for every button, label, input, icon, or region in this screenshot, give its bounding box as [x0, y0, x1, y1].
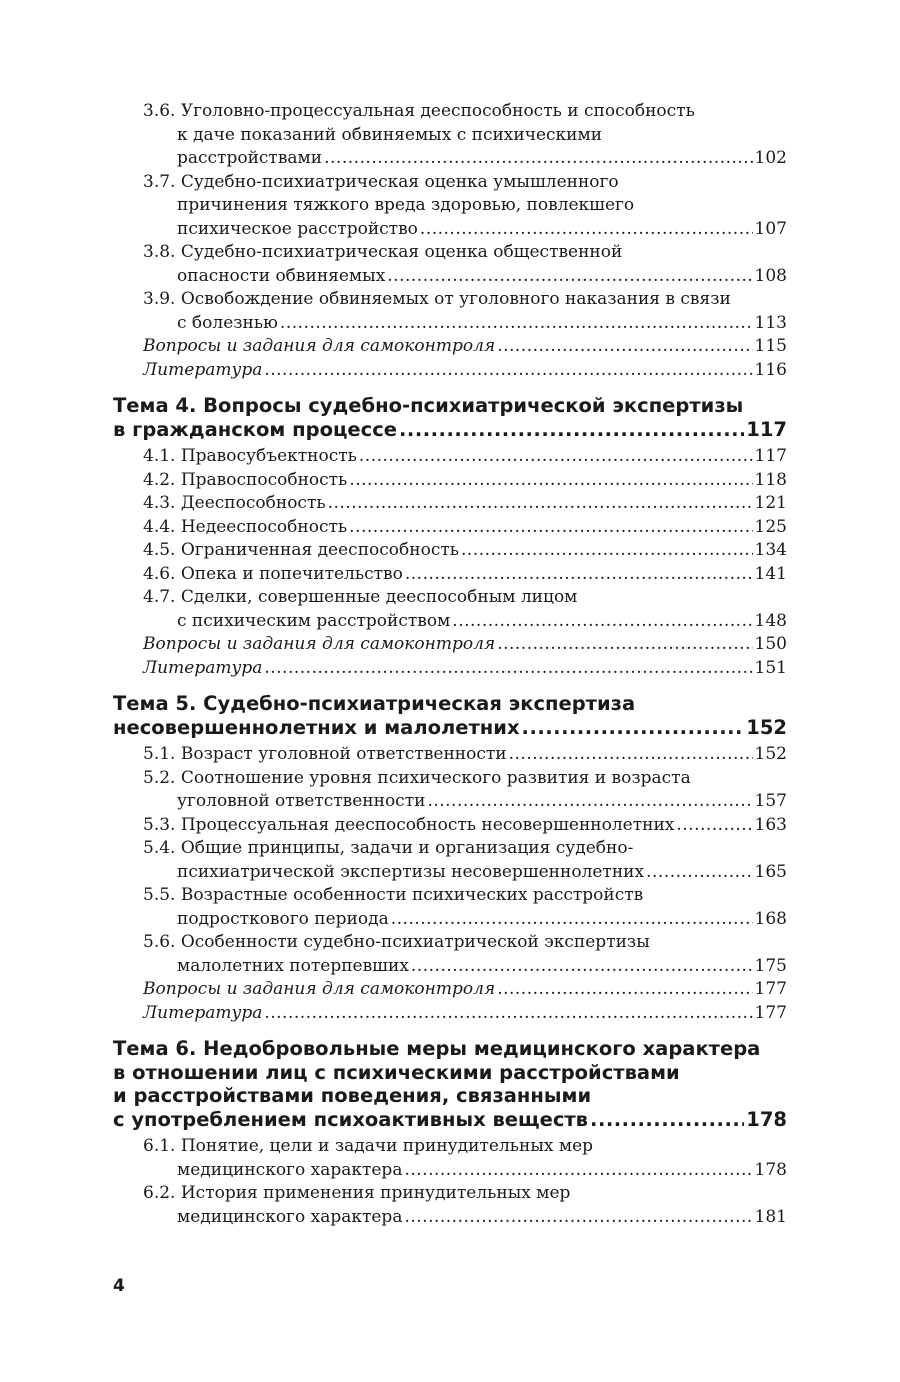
dot-leader: [676, 814, 752, 838]
dot-leader: [452, 610, 752, 634]
toc-entry-text: малолетних потерпевших: [177, 955, 409, 976]
toc-section-entry[interactable]: [113, 539, 787, 563]
toc-entry-text: медицинского характера: [177, 1206, 403, 1227]
toc-entry-text: 5.2. Соотношение уровня психического развития и возраста: [143, 767, 691, 788]
toc-page-number: 116: [754, 359, 787, 380]
dot-leader: [404, 1206, 752, 1230]
dot-leader: [280, 312, 753, 336]
toc-entry-text: Литература: [143, 657, 263, 678]
toc-entry-text: 6.2. История применения принудительных мер: [143, 1183, 571, 1203]
toc-page-number: 115: [754, 336, 787, 356]
toc-page-number: 117: [746, 417, 787, 441]
toc-section-entry[interactable]: [113, 469, 787, 493]
toc-page-number: 148: [754, 610, 787, 631]
toc-appendix-entry[interactable]: [113, 978, 787, 1002]
toc-entry-text: 5.1. Возраст уголовной ответственности: [143, 744, 507, 764]
toc-entry-text: медицинского характера: [177, 1159, 403, 1180]
toc-page-number: 113: [754, 312, 787, 333]
toc-page-number: 177: [754, 1002, 787, 1023]
dot-leader: [391, 908, 753, 932]
toc-section-entry[interactable]: [113, 1135, 787, 1182]
dot-leader: [427, 790, 752, 814]
toc-page-number: 117: [754, 446, 787, 466]
toc-page-number: 178: [746, 1107, 787, 1131]
toc-appendix-entry[interactable]: [113, 335, 787, 359]
toc-entry-text: Вопросы и задания для самоконтроля: [143, 634, 496, 654]
toc-section-entry[interactable]: [113, 743, 787, 767]
toc-entry-text: 5.6. Особенности судебно-психиатрической экспертизы: [143, 932, 650, 952]
toc-section-entry[interactable]: [113, 492, 787, 516]
toc-entry-text: уголовной ответственности: [177, 791, 426, 811]
toc-entry-text: психиатрической экспертизы несовершеннолетних: [177, 861, 645, 882]
toc-page-number: 175: [754, 955, 787, 976]
toc-appendix-entry[interactable]: [113, 1002, 787, 1026]
toc-page-number: 108: [754, 265, 787, 286]
toc-page-number: 141: [754, 563, 787, 584]
toc-entry-text: несовершеннолетних и малолетних: [113, 715, 520, 739]
toc-appendix-entry[interactable]: [113, 633, 787, 657]
dot-leader: [497, 978, 752, 1002]
toc-section-entry[interactable]: [113, 241, 787, 288]
dot-leader: [359, 445, 753, 469]
dot-leader: [420, 218, 753, 242]
toc-entry-text: 4.7. Сделки, совершенные дееспособным лицом: [143, 587, 578, 607]
toc-entry-text: подросткового периода: [177, 908, 389, 929]
dot-leader: [522, 716, 745, 740]
dot-leader: [404, 1159, 752, 1183]
toc-entry-text: 3.8. Судебно-психиатрическая оценка общественной: [143, 242, 623, 262]
toc-entry-text: в отношении лиц с психическими расстройствами: [113, 1060, 680, 1084]
toc-entry-text: психическое расстройство: [177, 218, 418, 239]
toc-page-number: 121: [754, 493, 787, 513]
dot-leader: [264, 359, 752, 383]
toc-chapter-heading[interactable]: [113, 394, 787, 441]
dot-leader: [497, 633, 752, 657]
toc-section-entry[interactable]: [113, 563, 787, 587]
dot-leader: [405, 563, 753, 587]
toc-entry-text: расстройствами: [177, 148, 323, 168]
toc-entry-text: 3.6. Уголовно-процессуальная дееспособность и способность: [143, 101, 695, 121]
toc-entry-text: с психическим расстройством: [177, 610, 451, 631]
dot-leader: [349, 516, 752, 540]
toc-entry-text: 4.5. Ограниченная дееспособность: [143, 540, 460, 560]
toc-section-entry[interactable]: [113, 171, 787, 242]
toc-entry-text: Тема 6. Недобровольные меры медицинского характера: [113, 1037, 761, 1060]
toc-page-number: 165: [754, 861, 787, 882]
toc-section-entry[interactable]: [113, 288, 787, 335]
toc-section-entry[interactable]: [113, 445, 787, 469]
toc-section-entry[interactable]: [113, 516, 787, 540]
dot-leader: [387, 265, 752, 289]
toc-entry-text: и расстройствами поведения, связанными: [113, 1084, 592, 1107]
toc-section-entry[interactable]: [113, 1182, 787, 1229]
dot-leader: [264, 657, 752, 681]
toc-entry-text: Литература: [143, 359, 263, 380]
toc-entry-text: с болезнью: [177, 312, 278, 333]
toc-entry-text: опасности обвиняемых: [177, 265, 386, 286]
toc-entry-text: Литература: [143, 1002, 263, 1023]
toc-entry-text: причинения тяжкого вреда здоровью, повлекшего: [177, 195, 635, 215]
toc-section-entry[interactable]: [113, 586, 787, 633]
toc-entry-text: 4.4. Недееспособность: [143, 516, 348, 537]
toc-page-number: 152: [746, 715, 787, 739]
dot-leader: [497, 335, 752, 359]
toc-appendix-entry[interactable]: [113, 657, 787, 681]
dot-leader: [328, 492, 753, 516]
dot-leader: [509, 743, 753, 767]
toc-page-number: 125: [754, 516, 787, 537]
toc-page-number: 134: [754, 540, 787, 560]
toc-entry-text: 3.9. Освобождение обвиняемых от уголовного наказания в связи: [143, 289, 731, 309]
toc-entry-text: Вопросы и задания для самоконтроля: [143, 336, 496, 356]
toc-entry-text: в гражданском процессе: [113, 417, 397, 441]
toc-entry-text: Вопросы и задания для самоконтроля: [143, 979, 496, 999]
table-of-contents: [113, 100, 787, 1229]
toc-entry-text: Тема 4. Вопросы судебно-психиатрической экспертизы: [113, 394, 744, 417]
toc-section-entry[interactable]: [113, 931, 787, 978]
toc-entry-text: 4.2. Правоспособность: [143, 469, 348, 490]
toc-page-number: 118: [754, 469, 787, 490]
toc-entry-text: 3.7. Судебно-психиатрическая оценка умышленного: [143, 171, 619, 192]
toc-page-number: 178: [754, 1159, 787, 1180]
toc-entry-text: 4.6. Опека и попечительство: [143, 563, 403, 584]
toc-entry-text: 4.3. Дееспособность: [143, 493, 326, 513]
dot-leader: [646, 861, 752, 885]
toc-section-entry[interactable]: [113, 884, 787, 931]
toc-page-number: 150: [754, 634, 787, 654]
toc-entry-text: 5.3. Процессуальная дееспособность несовершеннолетних: [143, 814, 675, 835]
toc-entry-text: с употреблением психоактивных веществ: [113, 1107, 589, 1131]
toc-entry-text: к даче показаний обвиняемых с психическими: [177, 124, 603, 145]
toc-page-number: 181: [754, 1206, 787, 1227]
toc-section-entry[interactable]: [113, 814, 787, 838]
toc-entry-text: 5.5. Возрастные особенности психических расстройств: [143, 885, 644, 905]
toc-entry-text: Тема 5. Судебно-психиатрическая экспертиза: [113, 692, 636, 715]
toc-section-entry[interactable]: [113, 100, 787, 171]
dot-leader: [590, 1108, 744, 1132]
toc-appendix-entry[interactable]: [113, 359, 787, 383]
toc-chapter-heading[interactable]: [113, 692, 787, 739]
page-number: 4: [113, 1276, 125, 1296]
toc-chapter-heading[interactable]: [113, 1037, 787, 1131]
toc-page-number: 152: [754, 744, 787, 764]
toc-entry-text: 5.4. Общие принципы, задачи и организация судебно-: [143, 838, 634, 858]
dot-leader: [399, 418, 744, 442]
dot-leader: [411, 955, 753, 979]
toc-page-number: 163: [754, 814, 787, 835]
toc-page-number: 107: [754, 218, 787, 239]
toc-page-number: 177: [754, 979, 787, 999]
dot-leader: [264, 1002, 752, 1026]
dot-leader: [349, 469, 752, 493]
toc-section-entry[interactable]: [113, 767, 787, 814]
toc-page-number: 102: [754, 148, 787, 168]
dot-leader: [324, 147, 752, 171]
toc-page-number: 151: [754, 657, 787, 678]
toc-page-number: 168: [754, 908, 787, 929]
toc-entry-text: 6.1. Понятие, цели и задачи принудительных мер: [143, 1136, 594, 1156]
toc-page-number: 157: [754, 791, 787, 811]
toc-section-entry[interactable]: [113, 837, 787, 884]
toc-entry-text: 4.1. Правосубъектность: [143, 446, 357, 466]
dot-leader: [461, 539, 753, 563]
